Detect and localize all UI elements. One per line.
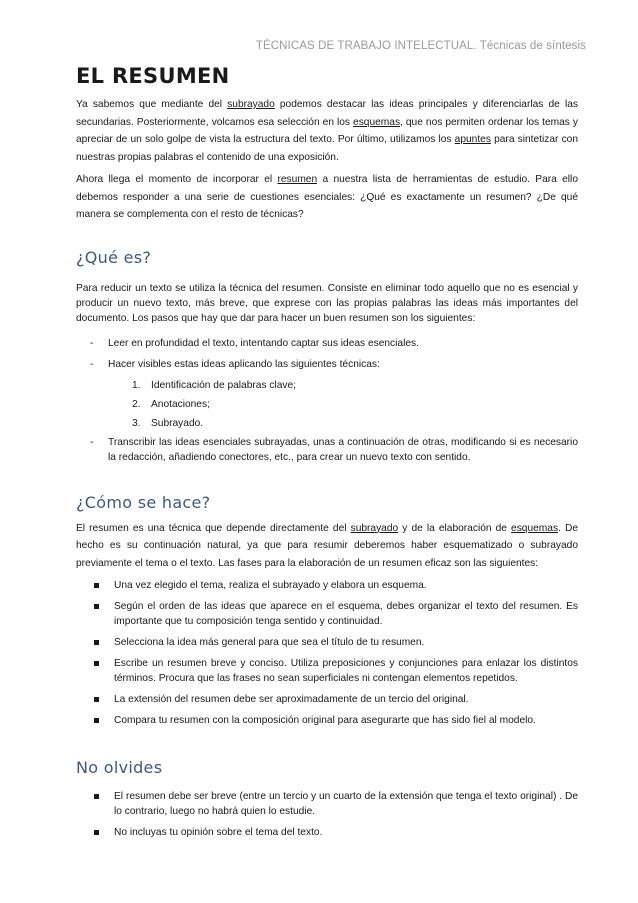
list-item: El resumen debe ser breve (entre un tercio y un cuarto de la extensión que tenga el texto original) . De lo contrario, luego no habrá quien lo estudie. bbox=[76, 789, 578, 819]
section-what-paragraph: Para reducir un texto se utiliza la técnica del resumen. Consiste en eliminar todo aquello que no es esencial y producir un nuevo texto, más breve, que exprese con las propias palabras las ideas más importantes del documento. Los pasos que hay que dar para hacer un buen resumen son los siguientes: bbox=[76, 282, 578, 324]
document-body bbox=[76, 64, 578, 846]
intro-paragraph-2: Ahora llega el momento de incorporar el resumen a nuestra lista de herramientas de estudio. Para ello debemos responder a una serie de cuestiones esenciales: ¿Qué es exactamente un resumen? ¿De qué manera se complementa con el resto de técnicas? bbox=[76, 174, 578, 220]
section-heading-what: ¿Qué es? bbox=[76, 247, 152, 267]
underlined-term-resumen: resumen bbox=[277, 174, 318, 185]
underlined-term-subrayado: subrayado bbox=[350, 522, 399, 534]
square-bullet-icon bbox=[94, 604, 99, 609]
square-bullet-icon bbox=[94, 583, 99, 588]
square-bullet-icon bbox=[94, 640, 99, 645]
list-item: - Transcribir las ideas esenciales subrayadas, unas a continuación de otras, modificando si es necesario la redacción, añadiendo conectores, etc., para crear un nuevo texto con sentido. bbox=[90, 436, 578, 463]
page-title: EL RESUMEN bbox=[76, 64, 230, 88]
section-heading-remember: No olvides bbox=[76, 758, 163, 777]
underlined-term-esquemas: esquemas bbox=[353, 116, 401, 128]
square-bullet-icon bbox=[94, 718, 99, 723]
list-item: No incluyas tu opinión sobre el tema del texto. bbox=[76, 825, 578, 840]
square-bullet-icon bbox=[94, 697, 99, 702]
square-bullet-icon bbox=[94, 830, 99, 835]
list-item: La extensión del resumen debe ser aproximadamente de un tercio del original. bbox=[76, 692, 578, 707]
underlined-term-apuntes: apuntes bbox=[454, 134, 491, 145]
steps-list bbox=[76, 336, 578, 372]
dash-marker: - bbox=[90, 337, 94, 349]
phases-list bbox=[76, 578, 578, 728]
techniques-list bbox=[76, 378, 578, 431]
square-bullet-icon bbox=[94, 794, 99, 799]
list-item: Escribe un resumen breve y conciso. Utiliza preposiciones y conjunciones para enlazar los distintos términos. Procura que las frases no sean superficiales ni contengan elementos repetidos. bbox=[76, 656, 578, 686]
dash-marker: - bbox=[90, 358, 94, 370]
list-item: - Hacer visibles estas ideas aplicando las siguientes técnicas: bbox=[90, 358, 380, 370]
dash-marker: - bbox=[90, 436, 94, 448]
list-item: Selecciona la idea más general para que sea el título de tu resumen. bbox=[76, 635, 578, 650]
intro-paragraph-1: Ya sabemos que mediante del subrayado podemos destacar las ideas principales y diferenciarlas de las secundarias. Posteriormente, volcamos esa selección en los esquemas, que nos permiten ordenar los temas y apreciar de un solo golpe de vista la estructura del texto. Por último, utilizamos los apuntes para sintetizar con nuestras propias palabras el contenido de una exposición. bbox=[76, 99, 578, 163]
list-item: Según el orden de las ideas que aparece en el esquema, debes organizar el texto del resumen. Es importante que tu composición tenga sentido y continuidad. bbox=[76, 599, 578, 629]
list-item: Una vez elegido el tema, realiza el subrayado y elabora un esquema. bbox=[76, 578, 578, 593]
list-item: - Leer en profundidad el texto, intentando captar sus ideas esenciales. bbox=[90, 337, 419, 349]
square-bullet-icon bbox=[94, 661, 99, 666]
list-item: 1. Identificación de palabras clave; bbox=[132, 379, 296, 391]
underlined-term-subrayado: subrayado bbox=[227, 99, 275, 110]
running-header: TÉCNICAS DE TRABAJO INTELECTUAL. Técnicas de síntesis bbox=[255, 40, 586, 52]
steps-list-continued bbox=[76, 435, 578, 465]
list-item: Compara tu resumen con la composición original para asegurarte que has sido fiel al modelo. bbox=[76, 713, 578, 728]
section-heading-how: ¿Cómo se hace? bbox=[76, 492, 211, 512]
section-how-paragraph: El resumen es una técnica que depende directamente del subrayado y de la elaboración de esquemas. De hecho es su continuación natural, ya que para resumir deberemos haber esquematizado o subrayado previamente el tema o el texto. Las fases para la elaboración de un resumen eficaz son las siguientes: bbox=[76, 522, 578, 569]
underlined-term-esquemas: esquemas bbox=[511, 522, 559, 534]
remember-list bbox=[76, 789, 578, 840]
list-item: 3. Subrayado. bbox=[132, 417, 204, 429]
list-item: 2. Anotaciones; bbox=[132, 398, 210, 410]
